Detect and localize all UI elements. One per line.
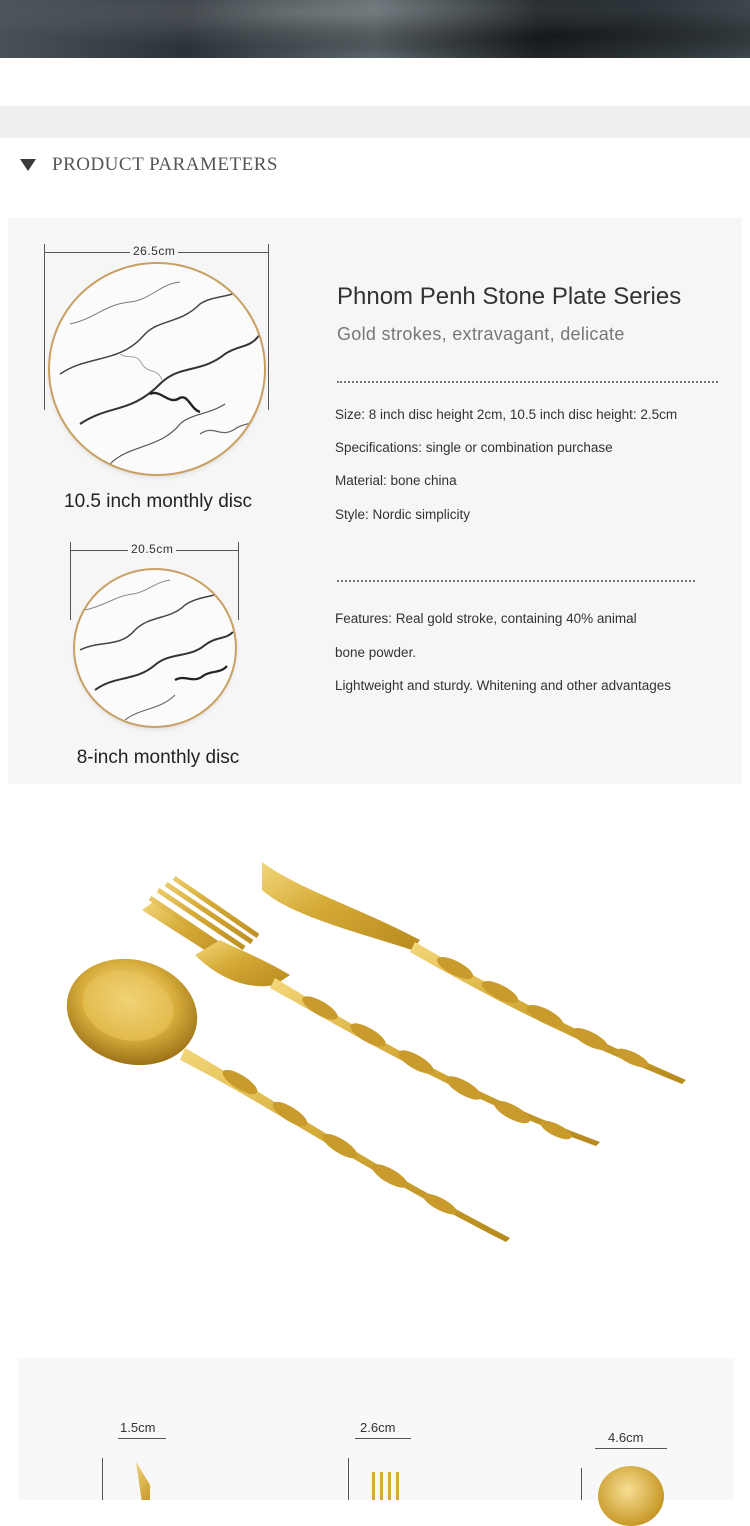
product-series-subtitle: Gold strokes, extravagant, delicate <box>337 324 625 344</box>
divider-band <box>0 106 750 138</box>
knife-width-label: 1.5cm <box>120 1420 156 1435</box>
fork-height-line <box>348 1458 349 1500</box>
spoon-width-line <box>595 1448 667 1449</box>
dotted-divider-top <box>337 381 718 383</box>
spoon-height-line <box>581 1468 582 1500</box>
small-plate-dimension-label: 20.5cm <box>128 542 176 556</box>
product-series-title: Phnom Penh Stone Plate Series <box>337 283 682 310</box>
gold-cutlery-image <box>0 790 750 1315</box>
spec-size: Size: 8 inch disc height 2cm, 10.5 inch disc height: 2.5cm <box>335 407 678 422</box>
gold-knife <box>262 862 686 1084</box>
small-plate-caption: 8-inch monthly disc <box>76 747 240 768</box>
feature-line-3: Lightweight and sturdy. Whitening and other advantages <box>335 678 671 693</box>
spec-material: Material: bone china <box>335 473 457 488</box>
fork-width-line <box>355 1438 411 1439</box>
product-parameters-panel <box>8 218 742 784</box>
feature-line-2: bone powder. <box>335 645 417 660</box>
small-marble-plate-image <box>75 570 235 726</box>
triangle-down-icon <box>20 159 36 171</box>
dotted-divider-bottom <box>337 580 695 582</box>
section-title: PRODUCT PARAMETERS <box>52 154 278 175</box>
fork-tines-image <box>370 1472 402 1500</box>
spec-specifications: Specifications: single or combination purchase <box>335 440 613 455</box>
knife-width-line <box>118 1438 166 1439</box>
cutlery-measurement-panel <box>18 1358 734 1500</box>
knife-height-line <box>102 1458 103 1500</box>
feature-line-1: Features: Real gold stroke, containing 40% animal <box>335 611 637 626</box>
knife-tip-image <box>136 1462 150 1500</box>
hero-marble-banner <box>0 0 750 58</box>
fork-width-label: 2.6cm <box>360 1420 396 1435</box>
spoon-width-label: 4.6cm <box>608 1430 644 1445</box>
spec-style: Style: Nordic simplicity <box>335 507 471 522</box>
section-header <box>20 148 278 182</box>
large-marble-plate-image <box>50 264 264 474</box>
large-plate-dimension-label: 26.5cm <box>130 244 178 258</box>
spoon-bowl-image <box>598 1466 664 1526</box>
large-plate-caption: 10.5 inch monthly disc <box>64 491 252 512</box>
